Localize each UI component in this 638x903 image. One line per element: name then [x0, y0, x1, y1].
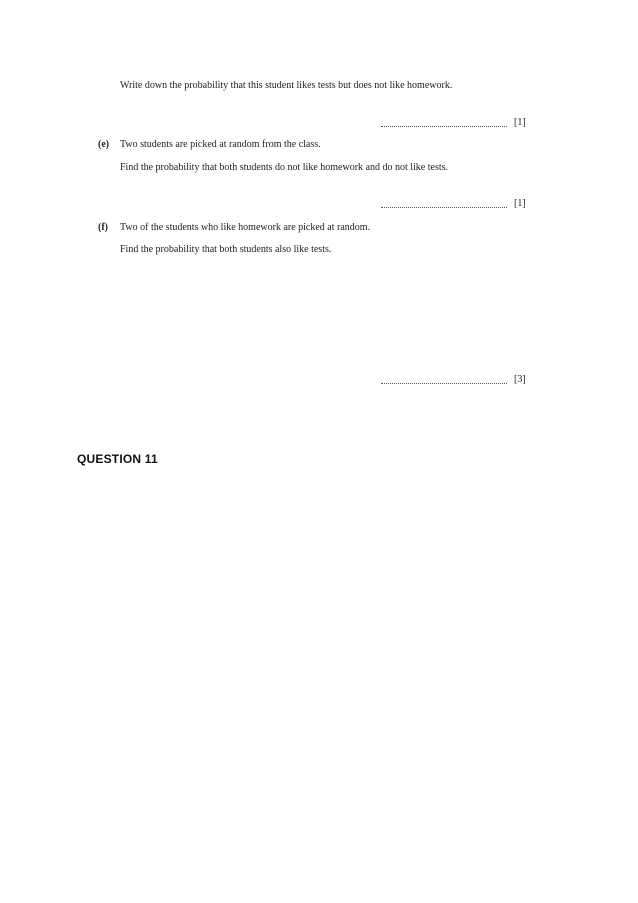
part-e-marks: [1] — [514, 198, 526, 209]
part-e-answer-line[interactable] — [381, 207, 507, 208]
part-d-question-text: Write down the probability that this student likes tests but does not like homework. — [120, 80, 453, 91]
part-d-answer-line[interactable] — [381, 126, 507, 127]
question-11-heading: QUESTION 11 — [77, 452, 158, 466]
part-e-question-text: Two students are picked at random from the class. — [120, 139, 321, 150]
part-f-label: (f) — [98, 222, 108, 233]
part-d-marks: [1] — [514, 117, 526, 128]
part-f-marks: [3] — [514, 374, 526, 385]
part-f-question-text: Two of the students who like homework are picked at random. — [120, 222, 371, 233]
part-e-label: (e) — [98, 139, 110, 150]
part-f-instruction-text: Find the probability that both students also like tests. — [120, 244, 332, 255]
part-f-answer-line[interactable] — [381, 383, 507, 384]
part-e-instruction-text: Find the probability that both students do not like homework and do not like tests. — [120, 162, 449, 173]
